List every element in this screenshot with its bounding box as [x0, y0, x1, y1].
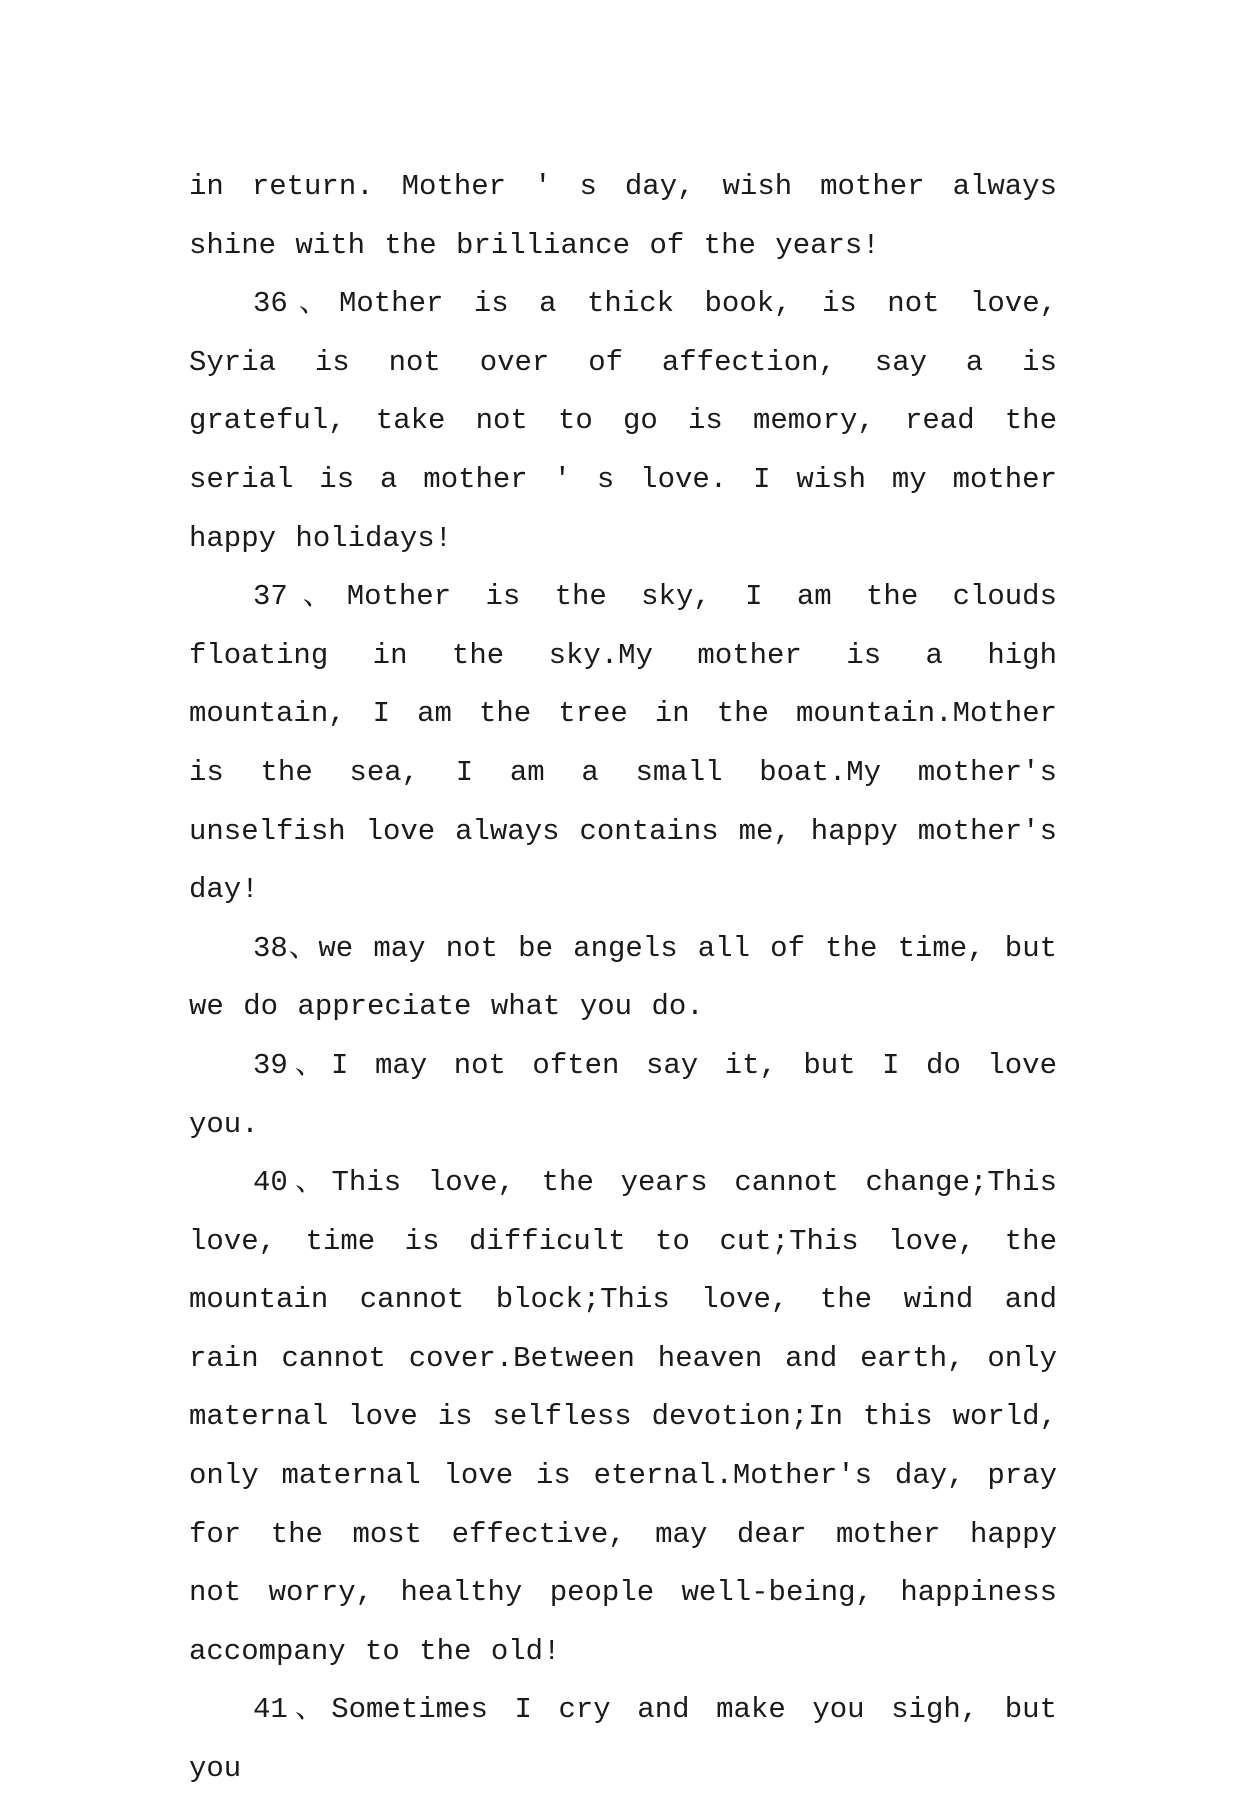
- paragraph-40: 40、This love, the years cannot change;This love, time is difficult to cut;This love, the mountain cannot block;This love, the wind and rain cannot cover.Between heaven and earth, only maternal love is selfless devotion;In this world, only maternal love is eternal.Mother's day, pray for the most effective, may dear mother happy not worry, healthy people well-being, happiness accompany to the old!: [189, 1166, 1057, 1668]
- paragraph-36: 36、Mother is a thick book, is not love, Syria is not over of affection, say a is grateful, take not to go is memory, read the serial is a mother ' s love. I wish my mother happy holidays!: [189, 287, 1057, 555]
- paragraph-35-continuation: in return. Mother ' s day, wish mother always shine with the brilliance of the years!: [189, 170, 1057, 262]
- paragraph-39: 39、I may not often say it, but I do love you.: [189, 1048, 1057, 1141]
- paragraph-41-start: 41、Sometimes I cry and make you sigh, but you: [189, 1693, 1057, 1786]
- paragraph-38: 38、we may not be angels all of the time, but we do appreciate what you do.: [189, 931, 1057, 1024]
- body-text: [189, 158, 1057, 1799]
- paragraph-37: 37、Mother is the sky, I am the clouds floating in the sky.My mother is a high mountain, I am the tree in the mountain.Mother is the sea, I am a small boat.My mother's unselfish love always contains me, happy mother's day!: [189, 580, 1057, 907]
